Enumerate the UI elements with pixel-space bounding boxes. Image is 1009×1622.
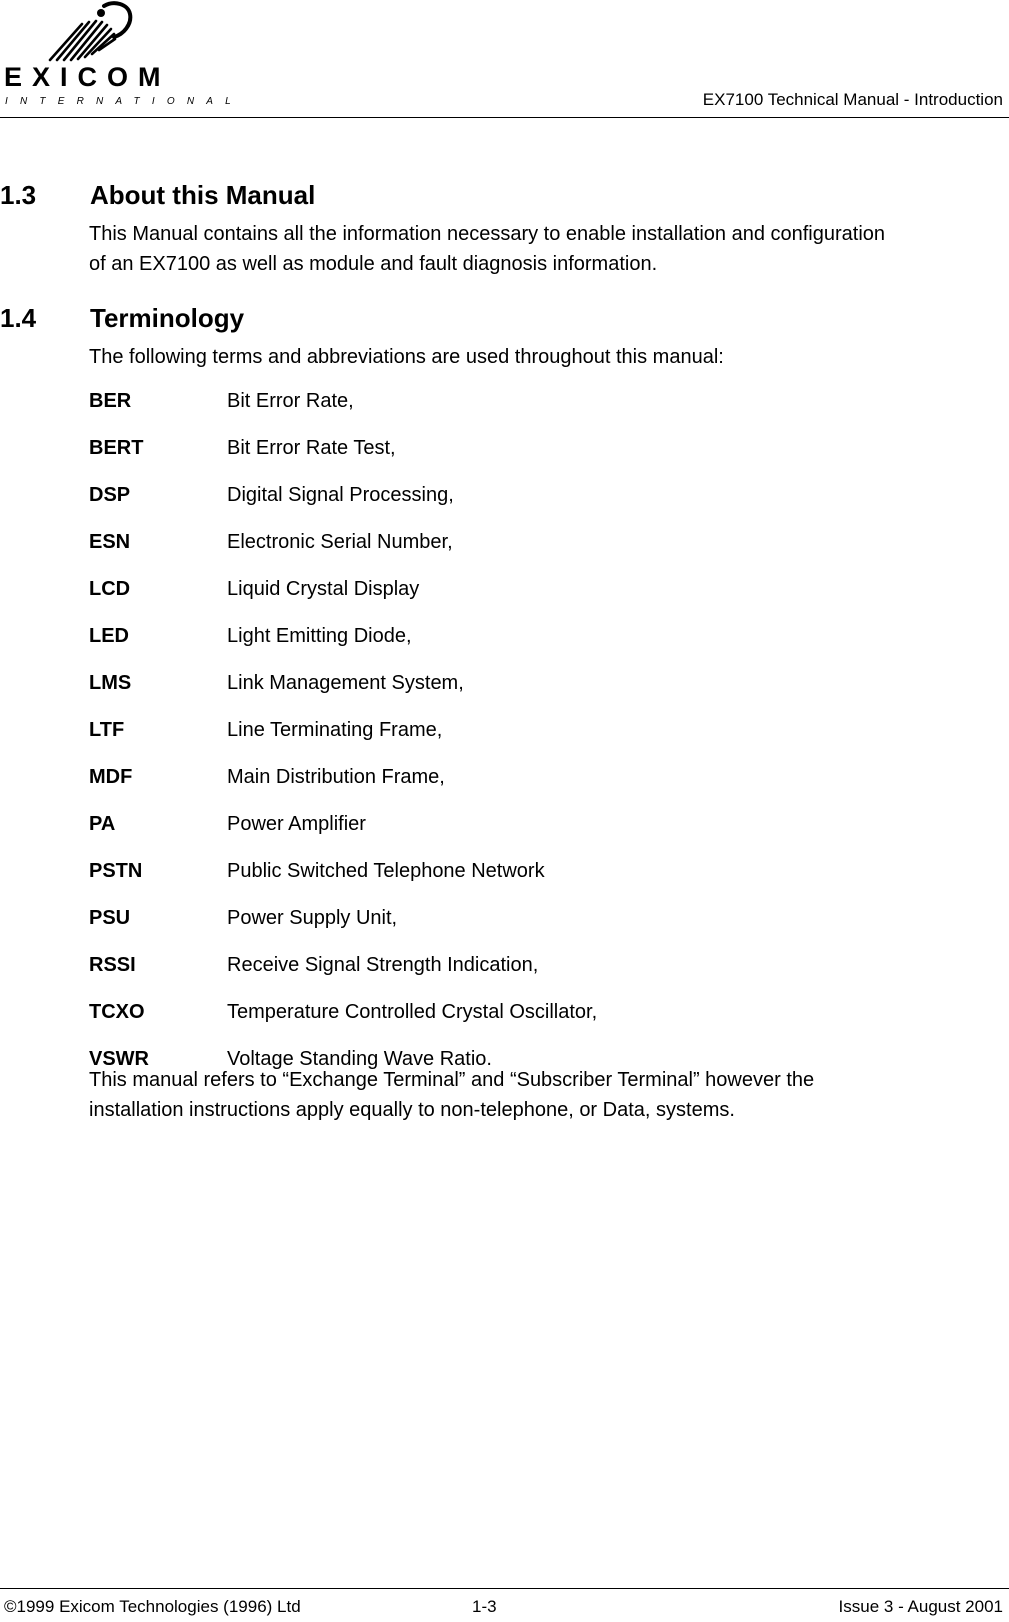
term-row — [89, 762, 989, 809]
page-number: 1-3 — [472, 1597, 497, 1616]
term-definition: Main Distribution Frame, — [227, 766, 445, 788]
issue-date: Issue 3 - August 2001 — [838, 1597, 1003, 1616]
header-divider — [0, 117, 1009, 118]
term-row — [89, 668, 989, 715]
closing-line-1: This manual refers to “Exchange Terminal” and “Subscriber Terminal” however the — [89, 1069, 815, 1091]
term-abbreviation: LCD — [89, 578, 131, 600]
term-abbreviation: PA — [89, 813, 116, 835]
term-row — [89, 386, 989, 433]
term-abbreviation: PSU — [89, 907, 131, 929]
term-definition: Bit Error Rate Test, — [227, 437, 396, 459]
term-abbreviation: LED — [89, 625, 129, 647]
term-row — [89, 809, 989, 856]
term-abbreviation: BER — [89, 390, 132, 412]
closing-line-2: installation instructions apply equally to non-telephone, or Data, systems. — [89, 1099, 735, 1121]
logo-subtitle: INTERNATIONAL — [5, 96, 243, 107]
term-row — [89, 433, 989, 480]
term-definition: Line Terminating Frame, — [227, 719, 443, 741]
about-line-1: This Manual contains all the information necessary to enable installation and configuration — [89, 223, 886, 245]
term-abbreviation: RSSI — [89, 954, 136, 976]
term-abbreviation: BERT — [89, 437, 144, 459]
logo-wordmark: EXICOM — [4, 62, 171, 92]
term-row — [89, 903, 989, 950]
term-definition: Liquid Crystal Display — [227, 578, 420, 600]
term-definition: Digital Signal Processing, — [227, 484, 454, 506]
section-title: Terminology — [90, 303, 245, 333]
section-number: 1.4 — [0, 303, 37, 333]
term-row — [89, 480, 989, 527]
page-footer — [0, 1597, 1009, 1619]
section-title: About this Manual — [90, 180, 316, 210]
term-definition: Light Emitting Diode, — [227, 625, 412, 647]
term-abbreviation: PSTN — [89, 860, 143, 882]
term-definition: Voltage Standing Wave Ratio. — [227, 1048, 492, 1070]
exicom-logo-emblem-icon — [44, 0, 184, 62]
page-header — [0, 0, 1009, 118]
term-abbreviation: LTF — [89, 719, 125, 741]
term-definition: Link Management System, — [227, 672, 464, 694]
term-definition: Public Switched Telephone Network — [227, 860, 545, 882]
term-abbreviation: DSP — [89, 484, 131, 506]
section-number: 1.3 — [0, 180, 37, 210]
term-row — [89, 950, 989, 997]
term-definition: Bit Error Rate, — [227, 390, 354, 412]
section-heading-terminology — [0, 303, 244, 333]
term-definition: Receive Signal Strength Indication, — [227, 954, 539, 976]
terminology-intro: The following terms and abbreviations are used throughout this manual: — [89, 346, 724, 368]
copyright-text: ©1999 Exicom Technologies (1996) Ltd — [4, 1597, 301, 1616]
term-row — [89, 527, 989, 574]
term-abbreviation: MDF — [89, 766, 133, 788]
term-abbreviation: VSWR — [89, 1048, 149, 1070]
term-definition: Temperature Controlled Crystal Oscillator, — [227, 1001, 598, 1023]
about-paragraph — [89, 219, 1003, 279]
closing-paragraph — [89, 1065, 1003, 1125]
about-line-2: of an EX7100 as well as module and fault diagnosis information. — [89, 253, 658, 275]
term-row — [89, 574, 989, 621]
term-row — [89, 715, 989, 762]
term-definition: Power Supply Unit, — [227, 907, 398, 929]
term-abbreviation: LMS — [89, 672, 132, 694]
footer-divider — [0, 1588, 1009, 1589]
exicom-logo — [0, 0, 243, 112]
manual-title: EX7100 Technical Manual - Introduction — [702, 90, 1003, 109]
term-row — [89, 997, 989, 1044]
term-definition: Electronic Serial Number, — [227, 531, 453, 553]
section-heading-about — [0, 180, 315, 210]
term-row — [89, 621, 989, 668]
term-row — [89, 856, 989, 903]
term-definition: Power Amplifier — [227, 813, 366, 835]
term-abbreviation: ESN — [89, 531, 131, 553]
term-abbreviation: TCXO — [89, 1001, 145, 1023]
terminology-list — [89, 386, 989, 1091]
